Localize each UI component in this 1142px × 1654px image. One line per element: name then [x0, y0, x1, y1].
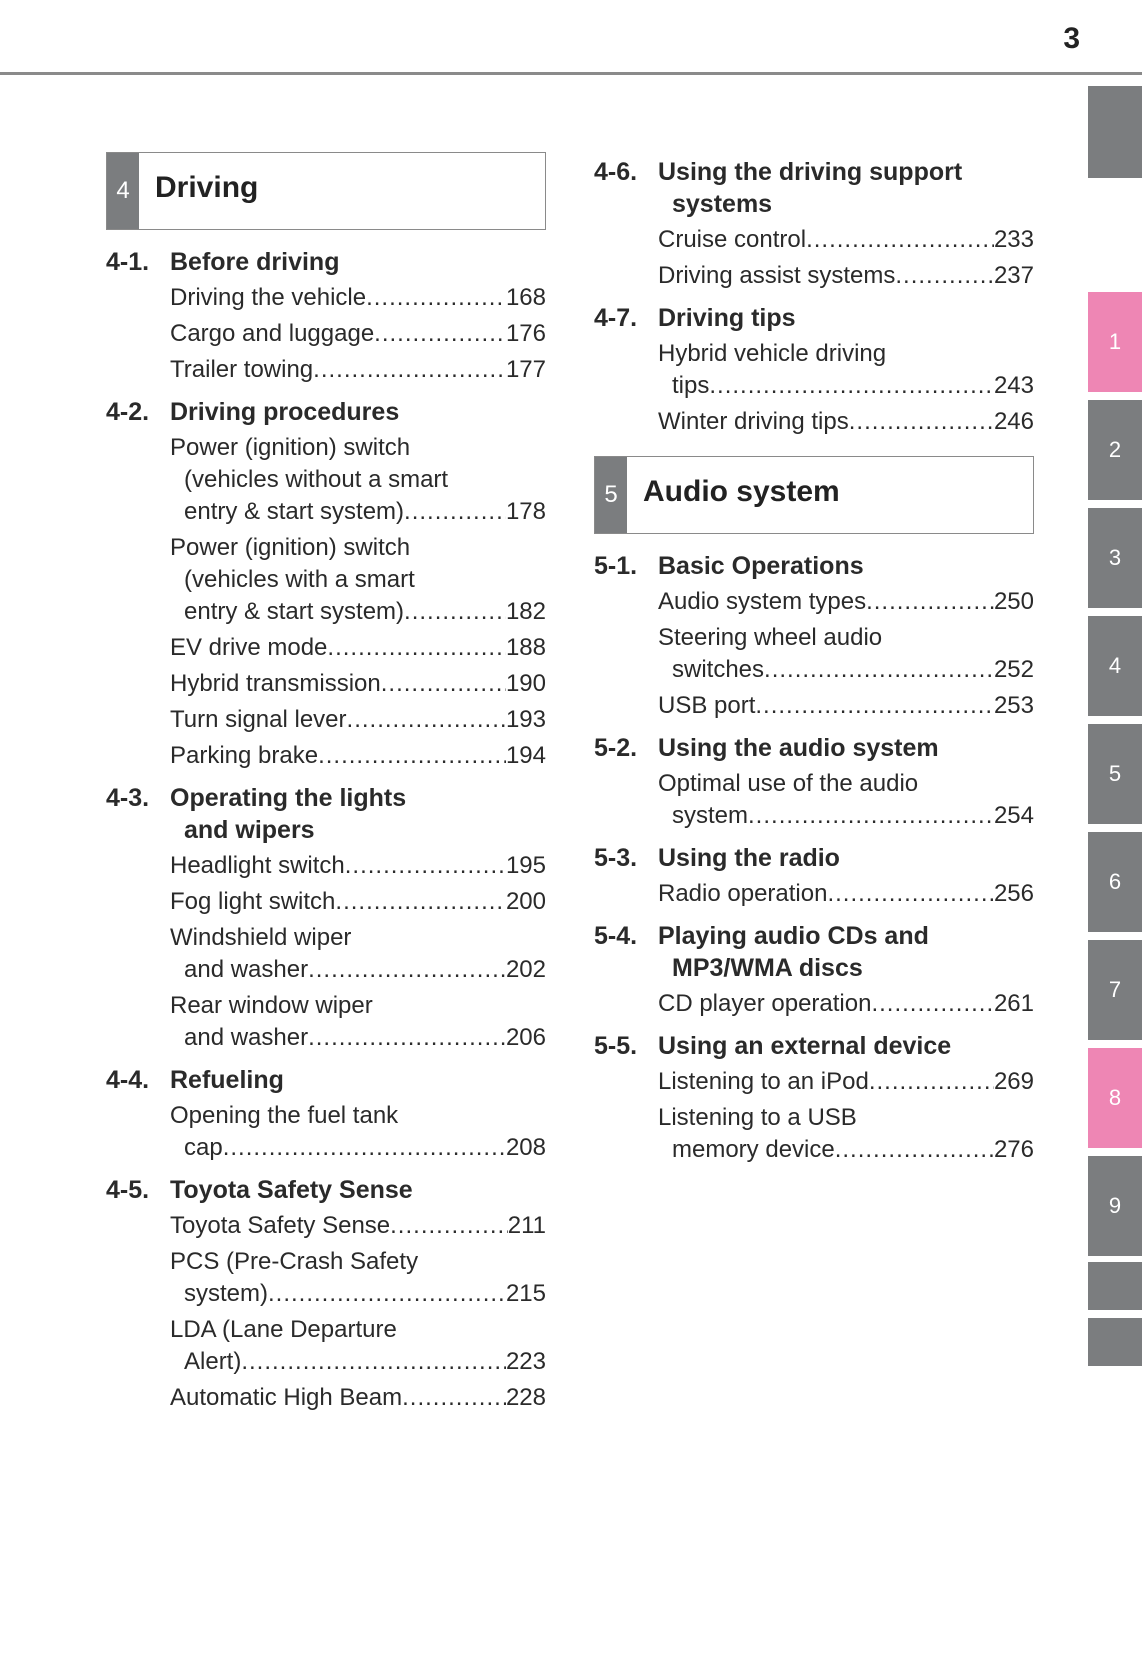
section-title-line: Refueling [170, 1066, 284, 1094]
section-title-line: and wipers [184, 816, 315, 844]
dot-leader [748, 800, 994, 832]
dot-leader [827, 878, 994, 910]
section-number: 5-2. [594, 734, 638, 762]
section-heading[interactable] [594, 842, 1034, 874]
section-number: 4-3. [106, 784, 150, 812]
dot-leader [895, 260, 994, 292]
page-ref: 256 [993, 880, 1034, 907]
page-ref: 215 [505, 1280, 546, 1307]
toc-entry[interactable] [594, 338, 1034, 402]
section-title-line: Driving procedures [170, 398, 400, 426]
dot-leader [764, 654, 994, 686]
chapter-tab[interactable] [1088, 1262, 1142, 1310]
section-title-line: Toyota Safety Sense [170, 1176, 413, 1204]
page-ref: 211 [507, 1212, 546, 1239]
toc-section [106, 396, 546, 772]
page-ref: 246 [993, 408, 1034, 435]
entry-text: Listening to an iPod [658, 1068, 869, 1095]
page-ref: 252 [993, 656, 1034, 683]
chapter-tab[interactable]: 6 [1088, 832, 1142, 932]
chapter-title: Driving [155, 171, 259, 204]
toc-entry[interactable] [106, 432, 546, 528]
section-number: 4-2. [106, 398, 150, 426]
section-title [658, 550, 1034, 582]
page-ref: 195 [505, 852, 546, 879]
dot-leader [308, 1022, 506, 1054]
toc-section [594, 842, 1034, 910]
entry-text: Rear window wiper [170, 992, 373, 1019]
dot-leader [241, 1346, 506, 1378]
section-title [170, 782, 546, 846]
dot-leader [402, 1382, 506, 1414]
dot-leader [404, 596, 506, 628]
page-ref: 208 [505, 1134, 546, 1161]
entry-text: tips [672, 372, 710, 399]
dot-leader [404, 496, 506, 528]
entry-text: Hybrid transmission [170, 670, 381, 697]
chapter-number: 5 [595, 457, 627, 533]
section-title [658, 302, 1034, 334]
entry-text: Driving the vehicle [170, 284, 367, 311]
section-number: 4-6. [594, 158, 638, 186]
entry-text: Listening to a USB [658, 1104, 857, 1131]
toc-entry[interactable] [594, 260, 1034, 292]
entry-text: entry & start system) [184, 598, 405, 625]
page-ref: 178 [505, 498, 546, 525]
toc-section [594, 550, 1034, 722]
toc-entry[interactable] [106, 632, 546, 664]
page-ref: 193 [505, 706, 546, 733]
section-number: 4-4. [106, 1066, 150, 1094]
toc-entry[interactable] [594, 878, 1034, 910]
chapter-tab[interactable]: 3 [1088, 508, 1142, 608]
section-number: 5-5. [594, 1032, 638, 1060]
toc-entry[interactable] [594, 406, 1034, 438]
entry-text: system) [184, 1280, 268, 1307]
section-title [170, 246, 546, 278]
dot-leader [347, 704, 506, 736]
toc-section [106, 1174, 546, 1414]
chapter-tab[interactable]: 9 [1088, 1156, 1142, 1256]
toc-entry[interactable] [106, 704, 546, 736]
entry-text: entry & start system) [184, 498, 405, 525]
chapter-number: 4 [107, 153, 139, 229]
dot-leader [366, 282, 506, 314]
toc-entry[interactable] [594, 586, 1034, 618]
page-ref: 182 [505, 598, 546, 625]
page-ref: 177 [505, 356, 546, 383]
toc-section [106, 782, 546, 1054]
section-number: 4-7. [594, 304, 638, 332]
section-heading[interactable] [594, 1030, 1034, 1062]
entry-text: LDA (Lane Departure [170, 1316, 397, 1343]
entry-text: CD player operation [658, 990, 872, 1017]
section-heading[interactable] [106, 246, 546, 278]
entry-text: system [672, 802, 749, 829]
section-title-line: Basic Operations [658, 552, 864, 580]
page-ref: 200 [505, 888, 546, 915]
dot-leader [806, 224, 994, 256]
page-ref: 237 [993, 262, 1034, 289]
entry-text: Parking brake [170, 742, 319, 769]
section-heading[interactable] [594, 732, 1034, 764]
toc-entry[interactable] [594, 1066, 1034, 1098]
toc-entry[interactable] [106, 1210, 546, 1242]
entry-text: Cargo and luggage [170, 320, 375, 347]
dot-leader [381, 668, 506, 700]
chapter-tab[interactable]: 5 [1088, 724, 1142, 824]
toc-section [594, 156, 1034, 292]
entry-text: Alert) [184, 1348, 242, 1375]
section-title-line: systems [672, 190, 773, 218]
toc-entry[interactable] [106, 318, 546, 350]
entry-text: Windshield wiper [170, 924, 352, 951]
toc-entry[interactable] [106, 354, 546, 386]
toc-entry[interactable] [106, 1382, 546, 1414]
dot-leader [871, 988, 994, 1020]
page-ref: 269 [993, 1068, 1034, 1095]
entry-text: EV drive mode [170, 634, 328, 661]
dot-leader [223, 1132, 506, 1164]
page-ref: 276 [993, 1136, 1034, 1163]
toc-entry[interactable] [106, 886, 546, 918]
section-heading[interactable] [594, 302, 1034, 334]
right-column [594, 146, 1034, 1166]
page-ref: 188 [505, 634, 546, 661]
section-heading[interactable] [106, 1174, 546, 1206]
page-ref: 243 [993, 372, 1034, 399]
dot-leader [709, 370, 994, 402]
dot-leader [345, 850, 506, 882]
dot-leader [318, 740, 506, 772]
toc-section [594, 302, 1034, 438]
toc-entry[interactable] [106, 668, 546, 700]
chapter-tab[interactable]: 4 [1088, 616, 1142, 716]
section-title-line: Driving tips [658, 304, 796, 332]
section-number: 5-1. [594, 552, 638, 580]
toc-entry[interactable] [106, 922, 546, 986]
section-number: 5-4. [594, 922, 638, 950]
entry-text: Winter driving tips [658, 408, 849, 435]
header-rule [0, 72, 1142, 75]
section-title-line: Using an external device [658, 1032, 952, 1060]
page-ref: 261 [993, 990, 1034, 1017]
chapter-tab[interactable]: 8 [1088, 1048, 1142, 1148]
section-title [170, 396, 546, 428]
toc-entry[interactable] [106, 282, 546, 314]
page-ref: 250 [993, 588, 1034, 615]
entry-text: Audio system types [658, 588, 867, 615]
section-title [170, 1064, 546, 1096]
page-ref: 223 [505, 1348, 546, 1375]
entry-text: Automatic High Beam [170, 1384, 403, 1411]
entry-text: Cruise control [658, 226, 807, 253]
section-title-line: Using the driving support [658, 158, 963, 186]
chapter-tab[interactable]: 1 [1088, 292, 1142, 392]
section-title-line: MP3/WMA discs [672, 954, 863, 982]
section-title-line: Using the radio [658, 844, 840, 872]
page-number: 3 [1063, 22, 1080, 55]
entry-text: memory device [672, 1136, 835, 1163]
entry-text: USB port [658, 692, 756, 719]
chapter-4-header [106, 152, 546, 230]
entry-text: and washer [184, 1024, 309, 1051]
toc-entry[interactable] [106, 740, 546, 772]
chapter-title: Audio system [643, 475, 840, 508]
section-heading[interactable] [106, 396, 546, 428]
page-ref: 194 [505, 742, 546, 769]
dot-leader [849, 406, 994, 438]
dot-leader [869, 1066, 994, 1098]
entry-text: switches [672, 656, 765, 683]
section-title [658, 842, 1034, 874]
section-heading[interactable] [106, 1064, 546, 1096]
entry-text: Fog light switch [170, 888, 336, 915]
section-number: 5-3. [594, 844, 638, 872]
toc-entry[interactable] [106, 1246, 546, 1310]
dot-leader [835, 1134, 994, 1166]
dot-leader [390, 1210, 508, 1242]
toc-section [106, 246, 546, 386]
toc-entry[interactable] [594, 768, 1034, 832]
page-ref: 254 [993, 802, 1034, 829]
entry-text: cap [184, 1134, 223, 1161]
page-ref: 202 [505, 956, 546, 983]
dot-leader [374, 318, 506, 350]
section-heading[interactable] [106, 782, 546, 846]
toc-entry[interactable] [594, 988, 1034, 1020]
section-heading[interactable] [594, 920, 1034, 984]
dot-leader [335, 886, 506, 918]
toc-entry[interactable] [106, 1100, 546, 1164]
left-column [106, 152, 546, 1414]
entry-text: and washer [184, 956, 309, 983]
dot-leader [313, 354, 506, 386]
page-ref: 206 [505, 1024, 546, 1051]
entry-text: Headlight switch [170, 852, 345, 879]
page-ref: 176 [505, 320, 546, 347]
entry-text: Optimal use of the audio [658, 770, 919, 797]
section-title-line: Using the audio system [658, 734, 939, 762]
page-ref: 168 [505, 284, 546, 311]
page-ref: 190 [505, 670, 546, 697]
toc-entry[interactable] [594, 224, 1034, 256]
toc-entry[interactable] [594, 622, 1034, 686]
section-title [658, 920, 1034, 984]
entry-text: Turn signal lever [170, 706, 347, 733]
chapter-tab[interactable]: 7 [1088, 940, 1142, 1040]
section-title-line: Playing audio CDs and [658, 922, 929, 950]
entry-text: Hybrid vehicle driving [658, 340, 887, 367]
toc-section [594, 920, 1034, 1020]
toc-entry[interactable] [594, 1102, 1034, 1166]
chapter-tab[interactable] [1088, 1318, 1142, 1366]
section-number: 4-1. [106, 248, 150, 276]
page-ref: 228 [505, 1384, 546, 1411]
entry-text: Power (ignition) switch [170, 534, 411, 561]
section-title [658, 1030, 1034, 1062]
chapter-5-header [594, 456, 1034, 534]
toc-entry[interactable] [106, 850, 546, 882]
entry-text: PCS (Pre-Crash Safety [170, 1248, 419, 1275]
entry-text: Driving assist systems [658, 262, 896, 289]
toc-section [594, 732, 1034, 832]
dot-leader [327, 632, 506, 664]
page-ref: 233 [993, 226, 1034, 253]
section-title [658, 732, 1034, 764]
toc-section [594, 1030, 1034, 1166]
section-title-line: Before driving [170, 248, 340, 276]
toc-entry[interactable] [106, 1314, 546, 1378]
dot-leader [866, 586, 994, 618]
dot-leader [755, 690, 994, 722]
section-heading[interactable] [594, 156, 1034, 220]
section-title-line: Operating the lights [170, 784, 407, 812]
entry-text: (vehicles with a smart [184, 566, 415, 593]
toc-entry[interactable] [106, 532, 546, 628]
toc-section [106, 1064, 546, 1164]
section-heading[interactable] [594, 550, 1034, 582]
section-number: 4-5. [106, 1176, 150, 1204]
entry-text: Opening the fuel tank [170, 1102, 399, 1129]
entry-text: (vehicles without a smart [184, 466, 449, 493]
section-title [658, 156, 1034, 220]
toc-entry[interactable] [594, 690, 1034, 722]
entry-text: Trailer towing [170, 356, 314, 383]
entry-text: Radio operation [658, 880, 828, 907]
page-ref: 253 [993, 692, 1034, 719]
chapter-tab[interactable] [1088, 86, 1142, 178]
section-title [170, 1174, 546, 1206]
entry-text: Power (ignition) switch [170, 434, 411, 461]
chapter-tab[interactable]: 2 [1088, 400, 1142, 500]
toc-entry[interactable] [106, 990, 546, 1054]
dot-leader [308, 954, 506, 986]
entry-text: Toyota Safety Sense [170, 1212, 391, 1239]
dot-leader [268, 1278, 506, 1310]
entry-text: Steering wheel audio [658, 624, 883, 651]
